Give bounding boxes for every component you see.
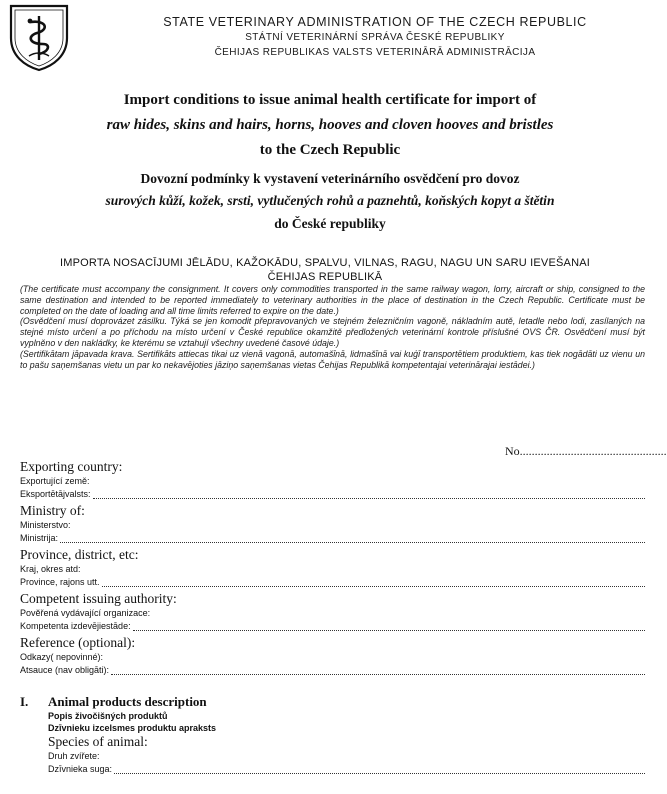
title-lv-line1: IMPORTA NOSACĪJUMI JĒLĀDU, KAŽOKĀDU, SPALVU, VILNAS, RAGU, NAGU UN SARU IEVEŠANAI — [59, 257, 591, 269]
field-row — [20, 475, 645, 488]
field-row — [20, 576, 645, 589]
field-label: Ministerstvo: — [20, 520, 71, 530]
instructions-notes — [20, 284, 645, 370]
section-subtitle-lv: Dzīvnieku izcelsmes produktu apraksts — [48, 723, 217, 733]
number-label: No. — [505, 444, 523, 458]
title-cz-line1: Dovozní podmínky k vystavení veterinárního osvědčení pro dovoz — [140, 171, 520, 186]
agency-name-lv: ČEHIJAS REPUBLIKAS VALSTS VETERINĀRĀ ADMINISTRĀCIJA — [214, 47, 536, 58]
blank-line — [92, 485, 645, 486]
field-ministry — [20, 503, 645, 545]
field-reference — [20, 635, 645, 677]
field-label: Odkazy( nepovinné): — [20, 652, 104, 662]
dotted-line — [102, 585, 645, 587]
field-heading: Competent issuing authority: — [20, 591, 177, 606]
field-heading: Province, district, etc: — [20, 547, 139, 562]
section-title: Animal products description — [48, 694, 207, 709]
field-label: Ministrija: — [20, 533, 59, 543]
field-authority — [20, 591, 645, 633]
title-cz-line3: do České republiky — [274, 216, 386, 231]
field-row — [20, 620, 645, 633]
field-label: Exportující země: — [20, 476, 90, 486]
blank-line — [73, 529, 645, 530]
field-heading: Reference (optional): — [20, 635, 136, 650]
field-label: Province, rajons utt. — [20, 577, 100, 587]
field-heading: Exporting country: — [20, 459, 123, 474]
blank-line — [83, 573, 645, 574]
dotted-line — [93, 497, 645, 499]
section-number: I. — [20, 694, 29, 709]
field-label: Kraj, okres atd: — [20, 564, 81, 574]
field-label: Atsauce (nav obligāti): — [20, 665, 110, 675]
document-title — [40, 90, 620, 233]
number-dots: ................................................ — [522, 444, 667, 458]
dotted-line — [111, 673, 645, 675]
title-cz-line2: surových kůží, kožek, srsti, vytlučených rohů a paznehtů, koňských kopyt a štětin — [105, 193, 555, 208]
field-label: Druh zvířete: — [48, 751, 100, 761]
field-row — [20, 519, 645, 532]
field-row — [20, 488, 645, 501]
field-exporting-country — [20, 459, 645, 501]
section-animal-products — [20, 694, 645, 776]
certificate-number — [505, 444, 667, 459]
field-row — [20, 532, 645, 545]
field-label: Kompetenta izdevējiestāde: — [20, 621, 131, 631]
section-subtitle-cz: Popis živočišných produktů — [48, 711, 168, 721]
field-row — [48, 750, 645, 763]
note-lv: (Sertifikātam jāpavada krava. Sertifikāts attiecas tikai uz vienā vagonā, automašīnā, lidmašīnā vai kuģī transportētiem produktiem, kas tiek nogādāti uz vienu un to pašu saņemšanas vietu un par ko nekavējoties jāziņo saņemšanas vietas Čehijas Republikā kompetentajai veterinārajai iestādei.) — [20, 348, 645, 370]
title-lv — [20, 256, 630, 284]
dotted-line — [133, 629, 645, 631]
field-row — [20, 563, 645, 576]
dotted-line — [114, 772, 645, 774]
title-en-line2: raw hides, skins and hairs, horns, hooves and cloven hooves and bristles — [106, 117, 554, 133]
emblem-icon — [7, 2, 71, 72]
section-heading — [20, 694, 645, 710]
title-lv-line2: ČEHIJAS REPUBLIKĀ — [267, 271, 383, 283]
field-heading: Species of animal: — [48, 734, 148, 749]
note-en: (The certificate must accompany the consignment. It covers only commodities transported in the same railway wagon, lorry, aircraft or ship, consigned to the same destination and intended to be reported immediately to veterinary authorities in the place of destination in the Czech Republic. Certificate must be completed on the date of loading and all time limits referred to expire on the date.) — [20, 284, 645, 316]
note-cz: (Osvědčení musí doprovázet zásilku. Týká se jen komodit přepravovaných ve stejném železničním vagoně, nákladním autě, letadle nebo lodi, zasílaných na stejné místo určení a po příchodu na místo určení v České republice okamžitě předložených veterinární kontrole příslušné OVS ČR. Osvědčení musí být vyplněno v den nakládky, ke kterému se vztahují všechny uvedené časové údaje.) — [20, 316, 645, 348]
blank-line — [102, 760, 645, 761]
blank-line — [105, 661, 645, 662]
field-label: Dzīvnieka suga: — [48, 764, 113, 774]
field-label: Eksportētājvalsts: — [20, 489, 91, 499]
header-fields — [20, 459, 645, 677]
field-row — [20, 607, 645, 620]
field-species — [48, 734, 645, 776]
field-row — [20, 664, 645, 677]
agency-name-en: STATE VETERINARY ADMINISTRATION OF THE CZECH REPUBLIC — [163, 15, 587, 29]
dotted-line — [60, 541, 645, 543]
field-heading: Ministry of: — [20, 503, 85, 518]
field-row — [20, 651, 645, 664]
field-label: Povĕřená vydávající organizace: — [20, 608, 151, 618]
blank-line — [152, 617, 645, 618]
title-en-line3: to the Czech Republic — [259, 142, 401, 158]
field-row — [48, 763, 645, 776]
agency-header — [110, 14, 640, 60]
field-province — [20, 547, 645, 589]
agency-name-cz: STÁTNÍ VETERINÁRNÍ SPRÁVA ČESKÉ REPUBLIKY — [245, 32, 505, 43]
title-en-line1: Import conditions to issue animal health certificate for import of — [123, 92, 537, 108]
